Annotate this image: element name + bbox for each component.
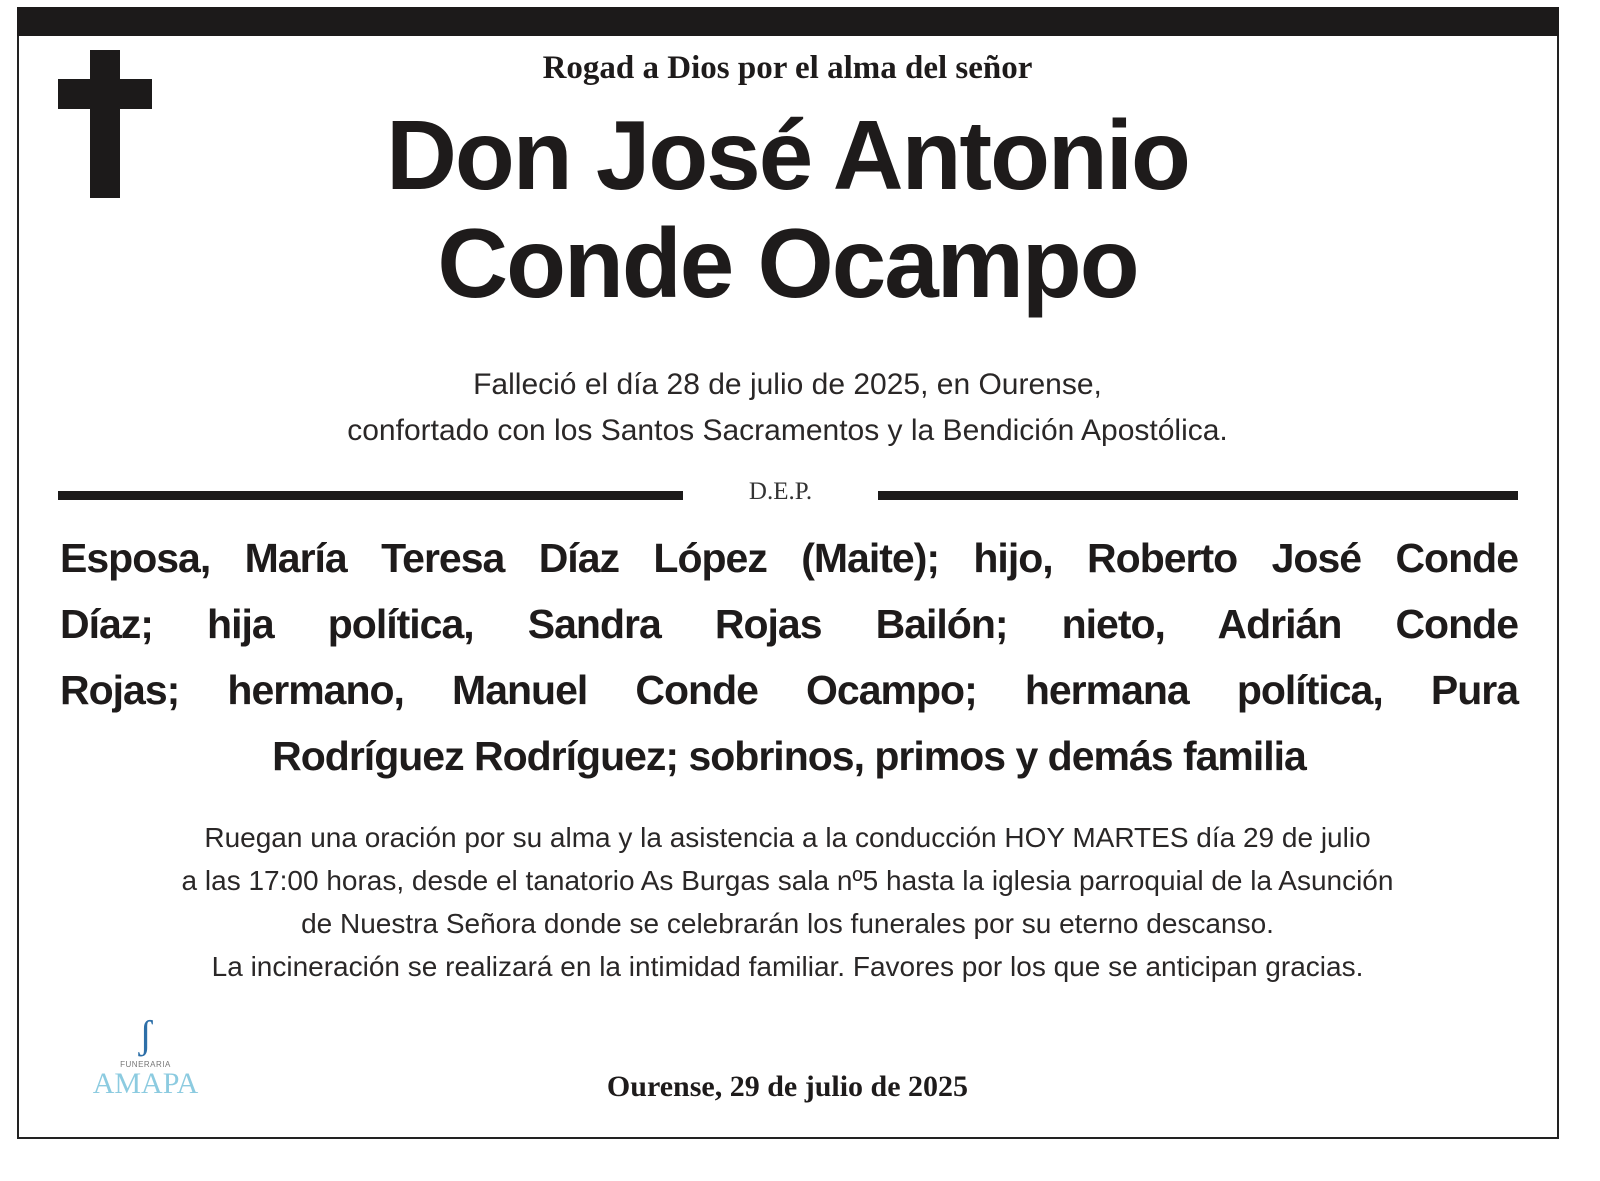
divider-right (878, 491, 1518, 500)
death-notice-line: Falleció el día 28 de julio de 2025, en Ourense, (473, 368, 1102, 401)
death-notice-line: confortado con los Santos Sacramentos y la Bendición Apostólica. (347, 414, 1228, 447)
family-line: Díaz; hija política, Sandra Rojas Bailón; nieto, Adrián Conde (60, 601, 1518, 647)
family-list (60, 525, 1518, 789)
dep-label: D.E.P. (748, 478, 813, 505)
divider-left (58, 491, 683, 500)
request-line: a las 17:00 horas, desde el tanatorio As Burgas sala nº5 hasta la iglesia parroquial de la Asunción (181, 865, 1394, 896)
logo-small-text: FUNERARIA (120, 1060, 171, 1069)
logo-flame-icon: ʃ (138, 1012, 153, 1057)
family-line: Rodríguez Rodríguez; sobrinos, primos y demás familia (272, 733, 1306, 779)
deceased-name-line1: Don José Antonio (386, 100, 1189, 210)
death-notice (0, 362, 1575, 454)
family-line: Rojas; hermano, Manuel Conde Ocampo; hermana política, Pura (60, 667, 1518, 713)
logo-brand: AMAPA (92, 1067, 199, 1100)
request-text (0, 816, 1575, 988)
deceased-name-line2: Conde Ocampo (437, 208, 1138, 318)
family-line: Esposa, María Teresa Díaz López (Maite); hijo, Roberto José Conde (60, 535, 1518, 581)
request-line: Ruegan una oración por su alma y la asistencia a la conducción HOY MARTES día 29 de julio (204, 822, 1371, 853)
request-line: La incineración se realizará en la intimidad familiar. Favores por los que se anticipan gracias. (211, 951, 1364, 982)
invocation: Rogad a Dios por el alma del señor (542, 50, 1033, 86)
request-line: de Nuestra Señora donde se celebrarán los funerales por su eterno descanso. (301, 908, 1274, 939)
place-date: Ourense, 29 de julio de 2025 (606, 1070, 969, 1103)
top-border-bar (17, 7, 1559, 36)
